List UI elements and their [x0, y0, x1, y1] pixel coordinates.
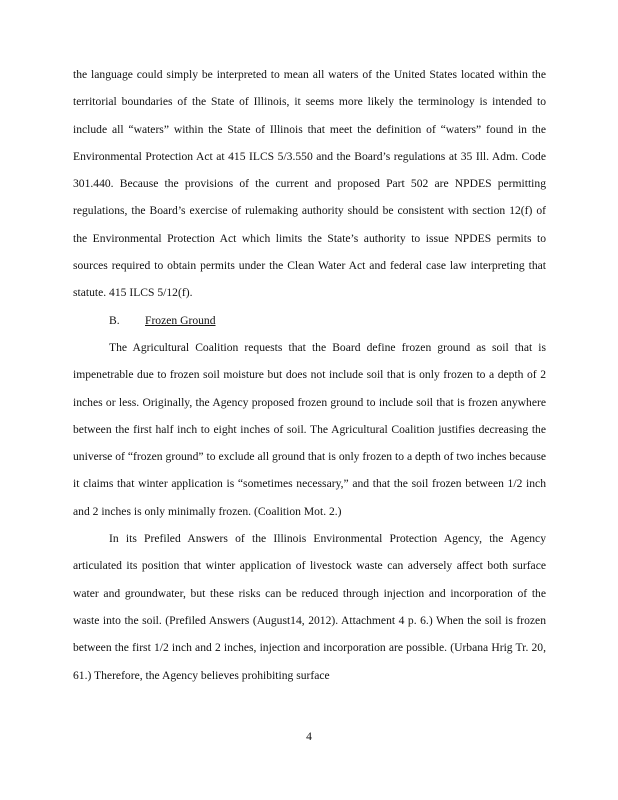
section-heading	[73, 307, 546, 334]
paragraph-agency-answers: In its Prefiled Answers of the Illinois Environmental Protection Agency, the Agency articulated its position that winter application of livestock waste can adversely affect both surface water and groundwater, but these risks can be reduced through injection and incorporation of the waste into the soil. (Prefiled Answers (August14, 2012). Attachment 4 p. 6.) When the soil is frozen between the first 1/2 inch and 2 inches, injection and incorporation are possible. (Urbana Hrig Tr. 20, 61.) Therefore, the Agency believes prohibiting surface	[73, 532, 546, 682]
section-letter: B.	[109, 313, 120, 327]
body-text	[73, 61, 546, 689]
section-title: Frozen Ground	[145, 313, 216, 327]
paragraph-coalition-request: The Agricultural Coalition requests that the Board define frozen ground as soil that is impenetrable due to frozen soil moisture but does not include soil that is only frozen to a depth of 2 inches or less. Originally, the Agency proposed frozen ground to include soil that is frozen anywhere between the first half inch to eight inches of soil. The Agricultural Coalition justifies decreasing the universe of “frozen ground” to exclude all ground that is only frozen to a depth of two inches because it claims that winter application is “sometimes necessary,” and that the soil frozen between 1/2 inch and 2 inches is only minimally frozen. (Coalition Mot. 2.)	[73, 340, 546, 518]
page-number: 4	[306, 730, 312, 743]
paragraph-continued: the language could simply be interpreted to mean all waters of the United States located within the territorial boundaries of the State of Illinois, it seems more likely the terminology is intended to include all “waters” within the State of Illinois that meet the definition of “waters” found in the Environmental Protection Act at 415 ILCS 5/3.550 and the Board’s regulations at 35 Ill. Adm. Code 301.440. Because the provisions of the current and proposed Part 502 are NPDES permitting regulations, the Board’s exercise of rulemaking authority should be consistent with section 12(f) of the Environmental Protection Act which limits the State’s authority to issue NPDES permits to sources required to obtain permits under the Clean Water Act and federal case law interpreting that statute. 415 ILCS 5/12(f).	[73, 68, 546, 300]
